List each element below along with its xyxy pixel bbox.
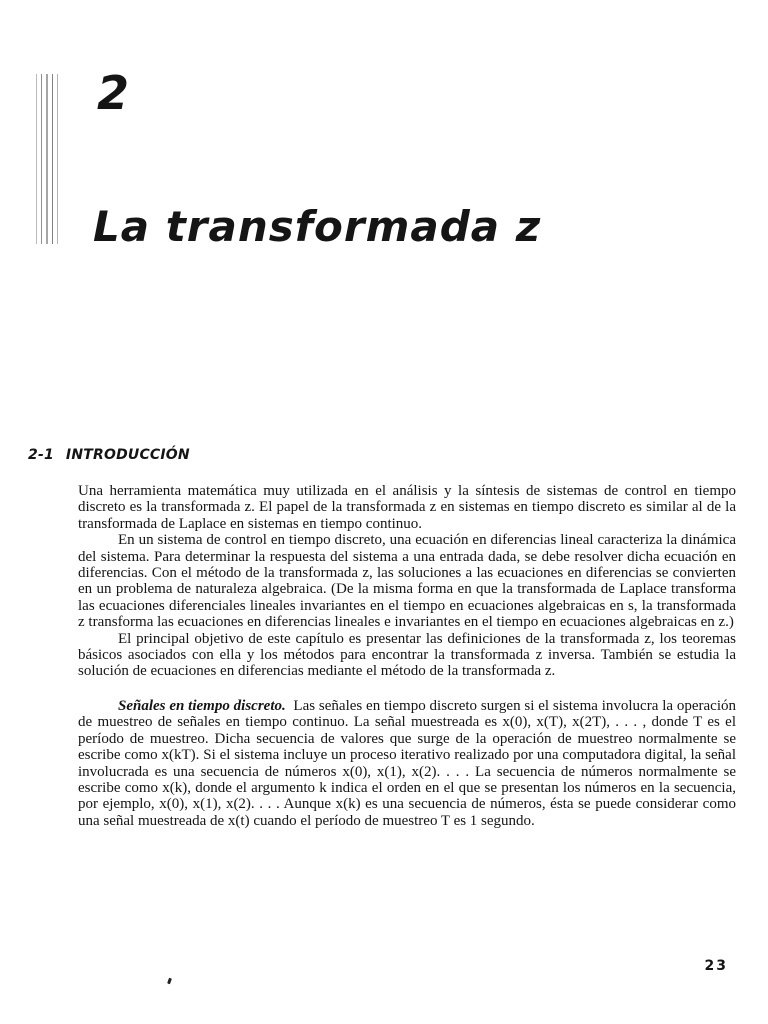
- body-text: [78, 483, 736, 829]
- chapter-title: La transformada z: [93, 202, 542, 251]
- subsection-paragraph: [78, 698, 736, 829]
- subsection-title: Señales en tiempo discreto.: [118, 697, 286, 714]
- scan-speck: [167, 978, 172, 985]
- paragraph: En un sistema de control en tiempo discreto, una ecuación en diferencias lineal caracteriza la dinámica del sistema. Para determinar la respuesta del sistema a una entrada dada, se debe resolver dicha ecuación en diferencias. Con el método de la transformada z, las soluciones a las ecuaciones en diferencias se convierten en un problema de naturaleza algebraica. (De la misma forma en que la transformada de Laplace transforma las ecuaciones diferenciales lineales invariantes en el tiempo en ecuaciones algebraicas en s, la transformada z transforma las ecuaciones en diferencias lineales e invariantes en el tiempo en ecuaciones algebraicas en z.): [78, 532, 736, 631]
- paragraph: Una herramienta matemática muy utilizada en el análisis y la síntesis de sistemas de control en tiempo discreto es la transformada z. El papel de la transformada z en sistemas en tiempo discreto es similar al de la transformada de Laplace en sistemas en tiempo continuo.: [78, 483, 736, 532]
- section-heading: [28, 447, 190, 463]
- chapter-number: 2: [97, 66, 131, 120]
- section-title: INTRODUCCIÓN: [65, 447, 190, 463]
- page-number: 23: [704, 958, 728, 974]
- subsection-text: Las señales en tiempo discreto surgen si el sistema involucra la operación de muestreo de señales en tiempo continuo. La señal muestreada es x(0), x(T), x(2T), . . . , donde T es el período de muestreo. Dicha secuencia de valores que surge de la operación de muestreo normalmente se escribe como x(kT). Si el sistema incluye un proceso iterativo realizado por una computadora digital, la señal involucrada es una secuencia de números x(0), x(1), x(2). . . . La secuencia de números normalmente se escribe como x(k), donde el argumento k indica el orden en el que se presentan los números en la secuencia, por ejemplo, x(0), x(1), x(2). . . . Aunque x(k) es una secuencia de números, ésta se puede considerar como una señal muestreada de x(t) cuando el período de muestreo T es 1 segundo.: [78, 697, 736, 829]
- section-number: 2-1: [28, 447, 54, 463]
- paragraph: El principal objetivo de este capítulo es presentar las definiciones de la transformada z, los teoremas básicos asociados con ella y los métodos para encontrar la transformada z inversa. También se estudia la solución de ecuaciones en diferencias mediante el método de la transformada z.: [78, 630, 736, 680]
- page-edge-rules: [34, 74, 66, 244]
